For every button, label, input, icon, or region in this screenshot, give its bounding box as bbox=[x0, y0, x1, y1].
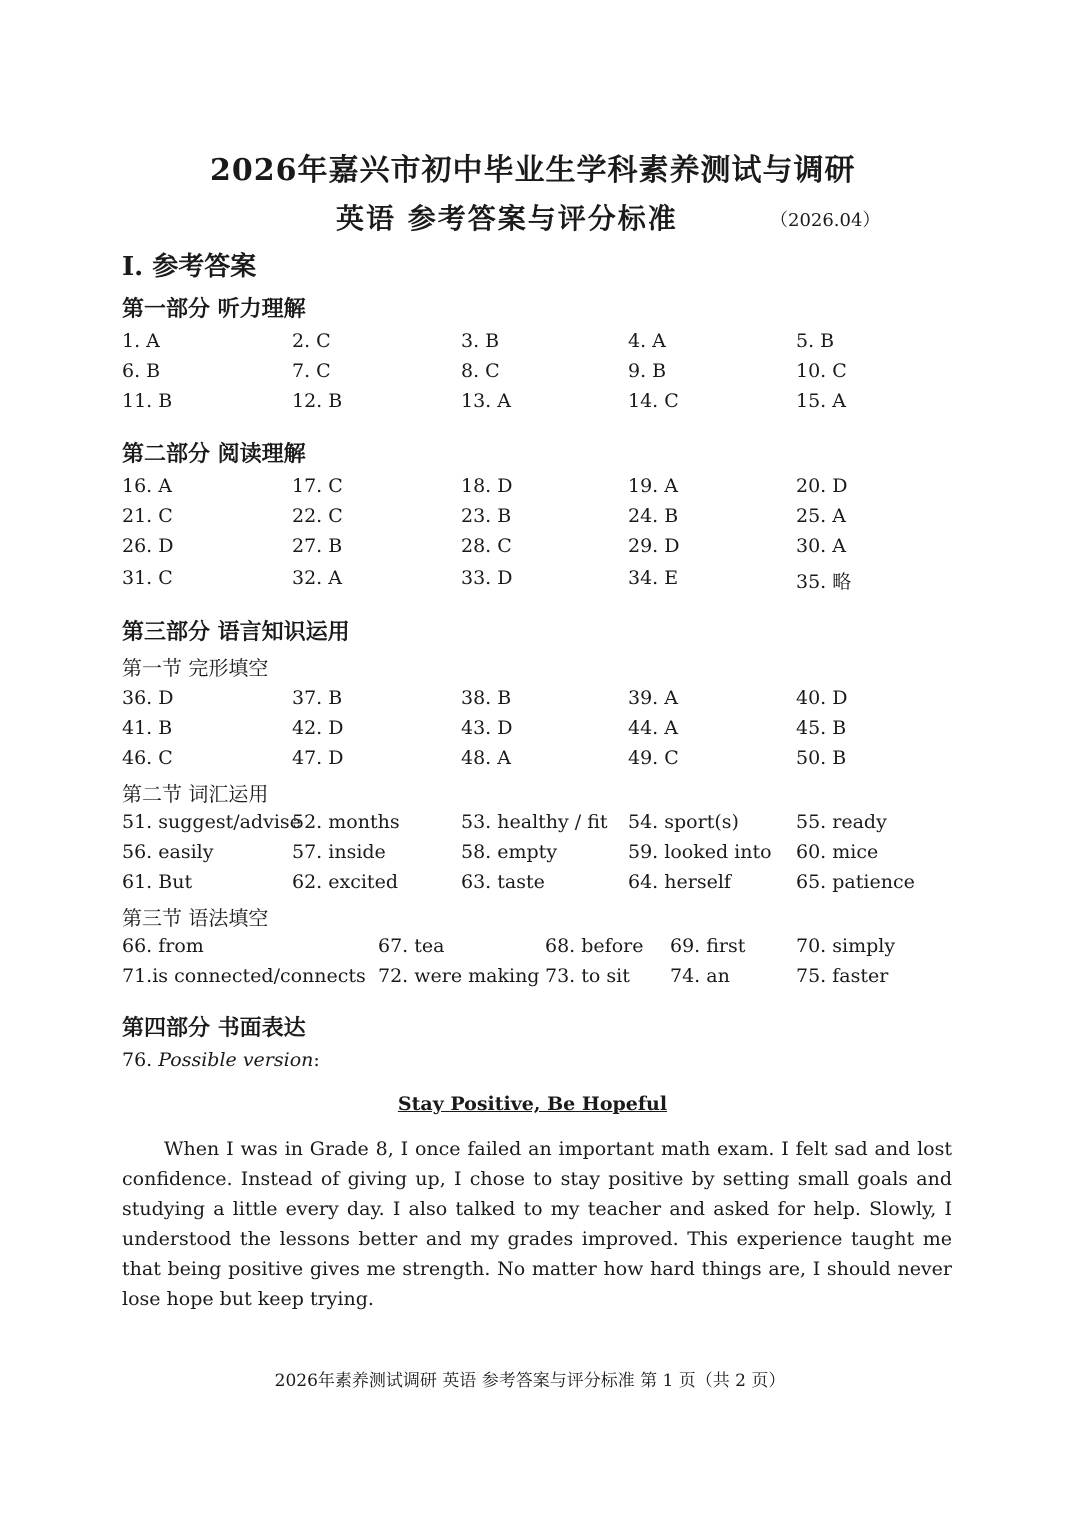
answer-cell: 66. from bbox=[122, 935, 204, 957]
answer-cell: 11. B bbox=[122, 390, 173, 412]
answer-cell: 64. herself bbox=[628, 871, 731, 893]
essay-body bbox=[122, 1134, 952, 1314]
answer-cell: 19. A bbox=[628, 475, 678, 497]
answer-cell: 9. B bbox=[628, 360, 667, 382]
part4-heading: 第四部分 书面表达 bbox=[122, 1015, 306, 1041]
answer-cell: 3. B bbox=[461, 330, 500, 352]
answer-cell: 40. D bbox=[796, 687, 848, 709]
answer-cell: 30. A bbox=[796, 535, 846, 557]
answer-cell: 68. before bbox=[545, 935, 644, 957]
answer-cell: 70. simply bbox=[796, 935, 896, 957]
part2-heading: 第二部分 阅读理解 bbox=[122, 441, 306, 467]
answer-cell: 59. looked into bbox=[628, 841, 772, 863]
answer-cell: 7. C bbox=[292, 360, 331, 382]
answer-cell: 14. C bbox=[628, 390, 679, 412]
answer-cell: 10. C bbox=[796, 360, 847, 382]
answer-cell: 23. B bbox=[461, 505, 512, 527]
answer-cell: 17. C bbox=[292, 475, 343, 497]
answer-cell: 33. D bbox=[461, 567, 513, 589]
answer-cell: 43. D bbox=[461, 717, 513, 739]
answer-cell: 57. inside bbox=[292, 841, 386, 863]
answer-cell: 38. B bbox=[461, 687, 512, 709]
answer-cell: 51. suggest/advise bbox=[122, 811, 301, 833]
essay-title: Stay Positive, Be Hopeful bbox=[397, 1093, 668, 1115]
part3-heading: 第三部分 语言知识运用 bbox=[122, 619, 350, 645]
answer-cell: 8. C bbox=[461, 360, 500, 382]
answer-cell: 5. B bbox=[796, 330, 835, 352]
page-footer: 2026年素养测试调研 英语 参考答案与评分标准 第 1 页（共 2 页） bbox=[274, 1371, 786, 1391]
answer-cell: 41. B bbox=[122, 717, 173, 739]
answer-cell: 71.is connected/connects bbox=[122, 965, 366, 987]
answer-cell: 24. B bbox=[628, 505, 679, 527]
answer-cell: 48. A bbox=[461, 747, 511, 769]
answer-cell: 45. B bbox=[796, 717, 847, 739]
answer-cell: 27. B bbox=[292, 535, 343, 557]
answer-cell: 32. A bbox=[292, 567, 342, 589]
answer-cell: 63. taste bbox=[461, 871, 545, 893]
item-76-label bbox=[122, 1049, 320, 1071]
essay-paragraph: When I was in Grade 8, I once failed an important math exam. I felt sad and lost confidence. Instead of giving up, I chose to stay positive by setting small goals and studying a little every day. I also talked to my teacher and asked for help. Slowly, I understood the lessons better and my grades improved. This experience taught me that being positive gives me strength. No matter how hard things are, I should never lose hope but keep trying. bbox=[122, 1138, 952, 1310]
answer-cell: 2. C bbox=[292, 330, 331, 352]
answer-cell: 21. C bbox=[122, 505, 173, 527]
item-colon: : bbox=[313, 1049, 320, 1071]
answer-cell: 20. D bbox=[796, 475, 848, 497]
answer-cell: 6. B bbox=[122, 360, 161, 382]
answer-cell: 44. A bbox=[628, 717, 678, 739]
answer-cell: 42. D bbox=[292, 717, 344, 739]
answer-cell: 35. 略 bbox=[796, 571, 852, 593]
answer-cell: 69. first bbox=[670, 935, 746, 957]
answer-cell: 49. C bbox=[628, 747, 679, 769]
answer-cell: 52. months bbox=[292, 811, 400, 833]
answer-cell: 34. E bbox=[628, 567, 679, 589]
answer-cell: 18. D bbox=[461, 475, 513, 497]
answer-cell: 75. faster bbox=[796, 965, 889, 987]
answer-cell: 1. A bbox=[122, 330, 160, 352]
answer-cell: 39. A bbox=[628, 687, 678, 709]
answer-cell: 67. tea bbox=[378, 935, 445, 957]
answer-cell: 15. A bbox=[796, 390, 846, 412]
section-heading-answers: I. 参考答案 bbox=[122, 252, 257, 282]
answer-cell: 4. A bbox=[628, 330, 666, 352]
answer-cell: 13. A bbox=[461, 390, 511, 412]
item-number: 76. bbox=[122, 1049, 159, 1071]
answer-cell: 50. B bbox=[796, 747, 847, 769]
answer-cell: 37. B bbox=[292, 687, 343, 709]
answer-cell: 65. patience bbox=[796, 871, 915, 893]
answer-cell: 22. C bbox=[292, 505, 343, 527]
answer-cell: 46. C bbox=[122, 747, 173, 769]
answer-cell: 60. mice bbox=[796, 841, 879, 863]
answer-cell: 62. excited bbox=[292, 871, 398, 893]
answer-cell: 31. C bbox=[122, 567, 173, 589]
answer-cell: 73. to sit bbox=[545, 965, 630, 987]
answer-cell: 12. B bbox=[292, 390, 343, 412]
answer-cell: 54. sport(s) bbox=[628, 811, 739, 833]
answer-cell: 29. D bbox=[628, 535, 680, 557]
document-subtitle: 英语 参考答案与评分标准 bbox=[336, 202, 678, 235]
answer-cell: 26. D bbox=[122, 535, 174, 557]
document-date: （2026.04） bbox=[770, 210, 881, 231]
part3-section2-heading: 第二节 词汇运用 bbox=[122, 782, 269, 806]
answer-cell: 25. A bbox=[796, 505, 846, 527]
item-label: Possible version bbox=[158, 1049, 314, 1071]
answer-cell: 74. an bbox=[670, 965, 730, 987]
answer-cell: 55. ready bbox=[796, 811, 887, 833]
answer-cell: 58. empty bbox=[461, 841, 558, 863]
answer-cell: 61. But bbox=[122, 871, 193, 893]
answer-cell: 56. easily bbox=[122, 841, 214, 863]
answer-cell: 16. A bbox=[122, 475, 172, 497]
answer-cell: 47. D bbox=[292, 747, 344, 769]
part3-section3-heading: 第三节 语法填空 bbox=[122, 906, 269, 930]
answer-cell: 72. were making bbox=[378, 965, 540, 987]
document-title: 2026年嘉兴市初中毕业生学科素养测试与调研 bbox=[210, 153, 856, 188]
answer-cell: 36. D bbox=[122, 687, 174, 709]
part3-section1-heading: 第一节 完形填空 bbox=[122, 656, 269, 680]
part1-heading: 第一部分 听力理解 bbox=[122, 296, 306, 322]
answer-cell: 28. C bbox=[461, 535, 512, 557]
answer-cell: 53. healthy / fit bbox=[461, 811, 608, 833]
